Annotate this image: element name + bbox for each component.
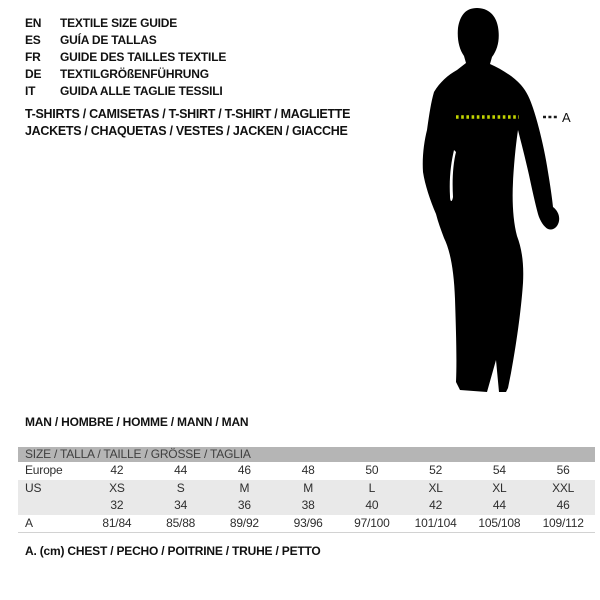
language-list bbox=[25, 15, 226, 100]
row-label: A bbox=[25, 515, 33, 530]
table-cell: 50 bbox=[365, 463, 379, 477]
language-row-fr bbox=[25, 49, 226, 66]
table-cell: 81/84 bbox=[102, 515, 132, 530]
table-cell: 38 bbox=[301, 498, 315, 512]
table-row-chest-a bbox=[18, 515, 595, 534]
table-cell: 42 bbox=[429, 498, 443, 512]
man-silhouette-svg bbox=[405, 0, 580, 400]
table-row-us bbox=[18, 480, 595, 498]
table-cell: 34 bbox=[174, 498, 188, 512]
language-row-en bbox=[25, 15, 226, 32]
language-label: TEXTILE SIZE GUIDE bbox=[60, 16, 178, 30]
language-code: FR bbox=[25, 50, 41, 64]
table-cell: 56 bbox=[556, 463, 570, 477]
table-cell: 97/100 bbox=[354, 515, 390, 530]
language-label: GUIDA ALLE TAGLIE TESSILI bbox=[60, 84, 223, 98]
table-cell: XXL bbox=[552, 480, 575, 495]
table-cell: 44 bbox=[174, 463, 188, 477]
language-label: GUÍA DE TALLAS bbox=[60, 33, 157, 47]
table-cell: XS bbox=[109, 480, 125, 495]
table-cell: XL bbox=[492, 480, 507, 495]
table-cell: 109/112 bbox=[542, 515, 584, 530]
table-cell: 36 bbox=[237, 498, 251, 512]
gender-heading: MAN / HOMBRE / HOMME / MANN / MAN bbox=[25, 415, 249, 429]
language-label: TEXTILGRÖßENFÜHRUNG bbox=[60, 67, 209, 81]
measurement-label-a: A bbox=[562, 110, 571, 125]
table-row-uk bbox=[18, 497, 595, 515]
table-cell: 32 bbox=[110, 498, 124, 512]
table-cell: 46 bbox=[237, 463, 251, 477]
language-row-es bbox=[25, 32, 226, 49]
language-row-it bbox=[25, 83, 226, 100]
row-label bbox=[18, 497, 85, 515]
table-cell: 46 bbox=[556, 498, 570, 512]
table-cell: 52 bbox=[429, 463, 443, 477]
table-cell: L bbox=[368, 480, 376, 495]
category-tshirts: T-SHIRTS / CAMISETAS / T-SHIRT / T-SHIRT / MAGLIETTE bbox=[25, 107, 351, 121]
table-row-europe bbox=[18, 462, 595, 480]
table-cell: 85/88 bbox=[166, 515, 196, 530]
language-label: GUIDE DES TAILLES TEXTILE bbox=[60, 50, 227, 64]
man-silhouette-shape bbox=[423, 8, 559, 392]
language-code: EN bbox=[25, 16, 42, 30]
language-code: IT bbox=[25, 84, 36, 98]
table-cell: 44 bbox=[492, 498, 506, 512]
table-cell: 93/96 bbox=[293, 515, 323, 530]
man-silhouette-figure bbox=[405, 0, 580, 400]
table-cell: M bbox=[303, 480, 314, 495]
table-cell: 54 bbox=[492, 463, 506, 477]
row-label: Europe bbox=[25, 463, 63, 477]
table-cell: 105/108 bbox=[478, 515, 521, 530]
table-cell: 40 bbox=[365, 498, 379, 512]
language-code: ES bbox=[25, 33, 41, 47]
category-jackets: JACKETS / CHAQUETAS / VESTES / JACKEN / GIACCHE bbox=[25, 124, 348, 138]
row-label: US bbox=[25, 480, 42, 495]
language-code: DE bbox=[25, 67, 42, 81]
table-cell: 101/104 bbox=[414, 515, 457, 530]
table-cell: S bbox=[176, 480, 185, 495]
size-table bbox=[18, 447, 595, 533]
table-cell: M bbox=[239, 480, 250, 495]
table-cell: 42 bbox=[110, 463, 124, 477]
table-cell: 48 bbox=[301, 463, 315, 477]
garment-categories bbox=[25, 106, 350, 140]
table-cell: XL bbox=[428, 480, 443, 495]
measurement-footnote: A. (cm) CHEST / PECHO / POITRINE / TRUHE / PETTO bbox=[25, 544, 321, 558]
table-cell: 89/92 bbox=[229, 515, 259, 530]
language-row-de bbox=[25, 66, 226, 83]
size-table-header: SIZE / TALLA / TAILLE / GRÖSSE / TAGLIA bbox=[18, 447, 595, 462]
